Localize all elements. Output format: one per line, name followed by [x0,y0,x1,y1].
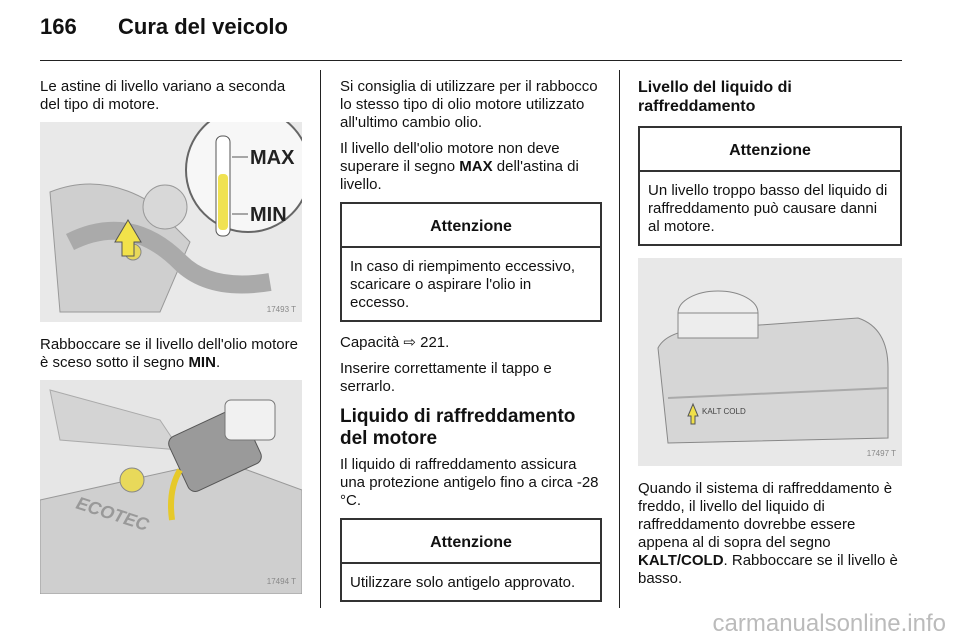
warning-title: Attenzione [342,204,600,248]
page-title: Cura del veicolo [118,14,288,39]
coolant-level-heading: Livello del liquido di raffreddamento [638,79,792,115]
capacity-page-link[interactable]: 221. [420,334,450,351]
warning-title: Attenzione [640,128,900,172]
oil-fill-illustration [40,380,302,594]
oil-type-advice: Si consiglia di utilizzare per il rabbocco lo stesso tipo di olio motore utilizzato all'ultimo cambio olio. [340,78,598,131]
header-rule [40,60,902,61]
dipstick-figure [40,122,302,322]
warning-body: Utilizzare solo antigelo approvato. [350,574,576,591]
column-divider-2 [619,70,620,608]
warning-body: In caso di riempimento eccessivo, scaricare o aspirare l'olio in eccesso. [350,258,576,311]
column-3 [638,78,902,596]
min-mark: MIN [188,354,216,371]
capacity-reference: Capacità ⇨ 221. [340,334,450,351]
dipstick-intro: Le astine di livello variano a seconda del tipo di motore. [40,78,286,113]
warning-box-overfill [340,202,602,322]
coolant-intro: Il liquido di raffreddamento assicura una protezione antigelo fino a circa -28 °C. [340,456,599,509]
figure-number: 17497 T [866,449,896,458]
figure-number: 17493 T [266,305,296,314]
warning-box-low-coolant [638,126,902,246]
min-label: MIN [250,204,287,226]
ecotec-logo: ECOTEC [73,492,152,535]
refill-instruction: Rabboccare se il livello dell'olio motore è sceso sotto il segno MIN. [40,336,298,371]
oil-fill-figure [40,380,302,594]
page-ref-icon: ⇨ [403,334,416,351]
warning-box-antifreeze [340,518,602,602]
warning-title: Attenzione [342,520,600,564]
coolant-level-instruction: Quando il sistema di raffreddamento è freddo, il livello del liquido di raffreddamento dovrebbe essere appena al di sopra del segno KALT/COLD. Rabboccare se il livello è basso. [638,480,898,587]
max-label: MAX [250,147,295,169]
column-divider-1 [320,70,321,608]
coolant-tank-illustration [638,258,902,466]
page-header [40,14,288,40]
column-2 [340,78,602,614]
column-1 [40,78,302,608]
max-advice: Il livello dell'olio motore non deve superare il segno MAX dell'astina di livello. [340,140,579,193]
figure-number: 17494 T [266,577,296,586]
warning-body: Un livello troppo basso del liquido di raffreddamento può causare danni al motore. [648,182,888,235]
kalt-cold-marking: KALT COLD [702,407,746,416]
dipstick-illustration [40,122,302,322]
coolant-tank-figure [638,258,902,466]
max-mark: MAX [459,158,493,175]
close-cap-instruction: Inserire correttamente il tappo e serrarlo. [340,360,552,395]
watermark: carmanualsonline.info [712,610,946,637]
kalt-cold-mark: KALT/COLD [638,552,724,569]
page-number: 166 [40,14,77,39]
section-title-coolant: Liquido di raffreddamento del motore [340,406,576,449]
